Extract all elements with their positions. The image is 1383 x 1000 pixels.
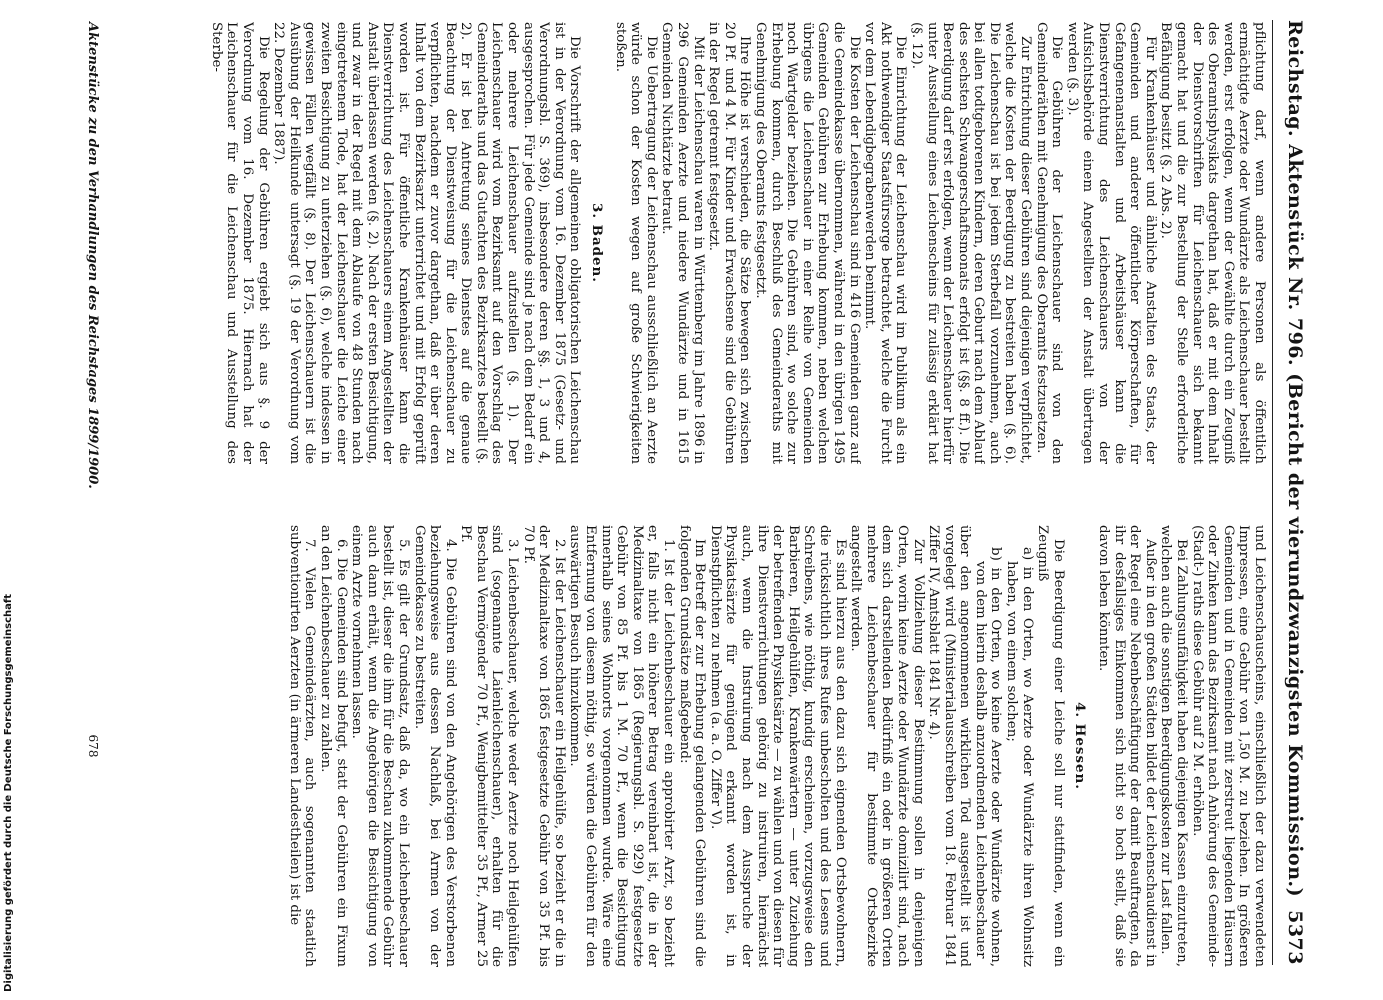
list-item: a) in den Orten, wo Aerzte oder Wundärzte ihren Wohnsitz haben, von einem solchen; <box>1004 547 1035 967</box>
list-item: 3. Leichenbeschauer, welche weder Aerzte noch Heilgehülfen sind (sogenannte Laienleichenschauer), erhalten für die Beschau Vermögender 70 Pf., Wenigbemittelter 35 Pf., Armer 25 Pf. <box>458 525 521 967</box>
rotated-document-page <box>5 0 1325 1000</box>
list-item: 2. Ist der Leichenschauer ein Heilgehülfe, so bezieht er die in der Medizinaltaxe von 1865 festgesetzte Gebühr von 35 Pf. bis 70 Pf. <box>520 525 567 967</box>
paragraph: Bei Zahlungsunfähigkeit haben diejenigen Kassen einzutreten, welchen auch die sonstigen Beerdigungskosten zur Last fallen. <box>1158 525 1190 967</box>
paragraph: Die Kosten der Leichenschau sind in 416 Gemeinden ganz auf die Gemeindekasse übernommen, während in den übrigen 1495 Gemeinden Gebühren zur Erhebung kommen, neben welchen übrigens die Leichenschauer in einer Reihe von Gemeinden noch Wartgelder beziehen. Die Gebühren sind, wo solche zur Erhebung kommen, durch Beschluß des Gemeinderaths mit Genehmigung des Oberamts festgesetzt. <box>753 22 862 464</box>
right-column <box>107 525 1267 967</box>
list-item: 6. Die Gemeinden sind befugt, statt der Gebühren ein Fixum an den Leichenbeschauer zu zahlen. <box>317 525 349 967</box>
dfg-attribution: Digitalisierung gefördert durch die Deutsche Forschungsgemeinschaft <box>3 594 14 992</box>
page-number: 5373 <box>1284 910 1306 965</box>
list-item: 4. Die Gebühren sind von den Angehörigen des Verstorbenen beziehungsweise aus dessen Nachlaß, bei Armen von der Gemeindekasse zu bestreiten. <box>411 525 458 967</box>
paragraph: Die Beerdigung einer Leiche soll nur stattfinden, wenn ein Zeugniß <box>1035 525 1066 967</box>
paragraph: über den angenommenen wirklichen Tod ausgestellt ist und vorgelegt wird (Ministerialausschreiben vom 18. Februar 1841 Ziffer IV, Amtsblatt 1841 Nr. 4). <box>926 525 973 967</box>
list-item: b) in den Orten, wo keine Aerzte oder Wundärzte wohnen, von dem hierin deshalb anzuordnenden Leichenbeschauer <box>972 547 1004 967</box>
header-rule <box>1272 20 1273 965</box>
paragraph: Zur Entrichtung dieser Gebühren sind diejenigen verpflichtet, welche die Kosten der Beerdigung zu bestreiten haben (§. 6). Die Leichenschau ist bei jedem Sterbefall vorzunehmen, auch bei allen todtgeborenen Kindern, deren Geburt nach dem Ablauf des sechsten Schwangerschaftsmonats erfolgt ist (§§. 8 ff.). Die Beerdigung darf erst erfolgen, wenn der Leichenschauer hierfür unter Ausstellung eines Leichenscheins für zulässig erklärt hat (§. 12). <box>908 22 1034 464</box>
running-title: Reichstag. Aktenstück Nr. 796. (Bericht der vierundzwanzigsten Kommission.) <box>1284 20 1306 898</box>
paragraph: Mit der Leichenschau waren in Württemberg im Jahre 1896 in 296 Gemeinden Aerzte und niedere Wundärzte und in 1615 Gemeinden Nichtärzte betraut. <box>659 22 706 464</box>
paragraph: Ihre Höhe ist verschieden, die Sätze bewegen sich zwischen 20 Pf. und 4 M. Für Kinder und Erwachsene sind die Gebühren in der Regel getrennt festgesetzt. <box>706 22 753 464</box>
paragraph: Die Gebühren der Leichenschauer sind von den Gemeinderäthen mit Genehmigung des Oberamts festzusetzen. <box>1033 22 1065 464</box>
paragraph: Die Regelung der Gebühren ergiebt sich aus §. 9 der Verordnung vom 16. Dezember 1875. Hiernach hat der Leichenschauer für die Leichenschau und Ausstellung des Sterbe- <box>208 22 271 464</box>
paragraph: Für Krankenhäuser und ähnliche Anstalten des Staats, der Gemeinden und anderer öffentlicher Körperschaften, für Gefangenenanstalten und Arbeitshäuser kann die Dienstverrichtung des Leichenschauers von der Aufsichtsbehörde einem Angestellten der Anstalt übertragen werden (§. 3). <box>1064 22 1158 464</box>
section-heading-baden: 3. Baden. <box>589 203 606 283</box>
paragraph: und Leichenschauscheins, einschließlich der dazu verwendeten Impressen, eine Gebühr von 1,50 M. zu beziehen. In größeren Gemeinden und in Gemeinden mit zerstreut liegenden Häusern oder Zinken kann das Bezirksamt nach Anhörung des Gemeinde- (Stadt-) raths diese Gebühr auf 2 M. erhöhen. <box>1189 525 1267 967</box>
folio-number: 678 <box>86 734 100 758</box>
paragraph: Im Betreff der zur Erhebung gelangenden Gebühren sind die folgenden Grundsätze maßgebend: <box>676 525 708 967</box>
paragraph: Die Einrichtung der Leichenschau wird im Publikum als ein Akt nothwendiger Staatsfürsorge betrachtet, welche die Furcht vor dem Lebendigbegrabenwerden benimmt. <box>862 22 909 464</box>
source-footer: Aktenstücke zu den Verhandlungen des Reichstages 1899/1900. <box>85 22 100 489</box>
paragraph: Die Uebertragung der Leichenschau ausschließlich an Aerzte würde schon der Kosten wegen auf große Schwierigkeiten stoßen. <box>612 22 659 464</box>
sub-list <box>972 525 1034 967</box>
left-column <box>107 22 1267 464</box>
list-item: 7. Vielen Gemeindeärzten, auch sogenannten staatlich subventionirten Aerzten (in ärmeren Landestheilen) ist die <box>286 525 318 967</box>
paragraph: Außer in den großen Städten bildet der Leichenschaudienst in der Regel eine Nebenbeschäftigung der damit Beauftragten, da ihr desfallsiges Einkommen sich nicht so hoch stellt, daß sie davon leben könnten. <box>1096 525 1158 967</box>
paragraph: Die Vorschrift der allgemeinen obligatorischen Leichenschau ist in der Verordnung vom 16. Dezember 1875 (Gesetz- und Verordnungsbl. S. 369), insbesondere deren §§. 1, 3 und 4, ausgesprochen. Für jede Gemeinde sind je nach dem Bedarf ein oder mehrere Leichenschauer aufzustellen (§. 1). Der Leichenschauer wird vom Bezirksamt auf den Vorschlag des Gemeinderaths und das Gutachten des Bezirksarztes bestellt (§. 2). Er ist bei Antretung seines Dienstes auf die genaue Beachtung der Dienstweisung für die Leichenschauer zu verpflichten, nachdem er zuvor dargethan, daß er über deren Inhalt von dem Bezirksarzt unterrichtet und mit Erfolg geprüft worden ist. Für öffentliche Krankenhäuser kann die Dienstverrichtung des Leichenschauers einem Angestellten der Anstalt überlassen werden (§. 2). Nach der ersten Besichtigung, und zwar in der Regel mit dem Ablaufe von 48 Stunden nach eingetretenem Tode, hat der Leichenschauer die Leiche einer zweiten Besichtigung zu unterziehen (§. 6), welche indessen in gewissen Fällen wegfällt (§. 8). Der Leichenschauern ist die Ausübung der Heilkunde untersagt (§. 19 der Verordnung vom 22. Dezember 1887). <box>271 22 583 464</box>
page-header <box>1270 20 1310 965</box>
paragraph: pflichtung darf, wenn andere Personen als öffentlich ermächtigte Aerzte oder Wundärzte als Leichenschauer bestellt werden, erst erfolgen, wenn der Gewählte durch ein Zeugniß des Oberamtsphysikats dargethan hat, daß er mit dem Inhalt der Dienstvorschriften für Leichenschauer sich bekannt gemacht hat und die zur Bestellung der Stelle erforderliche Befähigung besitzt (§. 2 Abs. 2). <box>1158 22 1267 464</box>
list-item: 1. Ist der Leichenbeschauer ein approbirter Arzt, so bezieht er, falls nicht ein höherer Betrag vereinbart ist, die in der Medizinaltaxe von 1865 (Regierungsbl. S. 929) festgesetzte Gebühr von 85 Pf. bis 1 M. 70 Pf., wenn die Besichtigung innerhalb seines Wohnorts vorgenommen wurde. Wäre eine Entfernung von diesem nöthig, so würden die Gebühren für den auswärtigen Besuch hinzukommen. <box>567 525 677 967</box>
list-item: 5. Es gilt der Grundsatz, daß da, wo ein Leichenbeschauer bestellt ist, dieser die ihm für die Beschau zukommende Gebühr auch dann erhält, wenn die Angehörigen die Besichtigung von einem Arzte vornehmen lassen. <box>349 525 411 967</box>
paragraph: Zur Vollziehung dieser Bestimmung sollen in denjenigen Orten, worin keine Aerzte oder Wundärzte domizilirt sind, nach dem sich darstellenden Bedürfniß ein oder in größeren Orten mehrere Leichenbeschauer für bestimmte Ortsbezirke angestellt werden. <box>848 525 926 967</box>
section-heading-hessen: 4. Hessen. <box>1072 702 1089 790</box>
paragraph: Es sind hierzu aus den dazu sich eignenden Ortsbewohnern, die rücksichtlich ihres Rufes unbescholten und des Lesens und Schreibens, wie nöthig, kundig erscheinen, vorzugsweise den Barbieren, Heilgehülfen, Krankenwärtern — unter Zuziehung der betreffenden Physikatsärzte — zu wählen und von diesen für ihre Dienstverrichtungen gehörig zu instruiren, hiernächst auch, wenn die Instruirung nach dem Ausspruche der Physikatsärzte für genügend erkannt worden ist, in Dienstpflichten zu nehmen (a. a. O. Ziffer V). <box>707 525 848 967</box>
